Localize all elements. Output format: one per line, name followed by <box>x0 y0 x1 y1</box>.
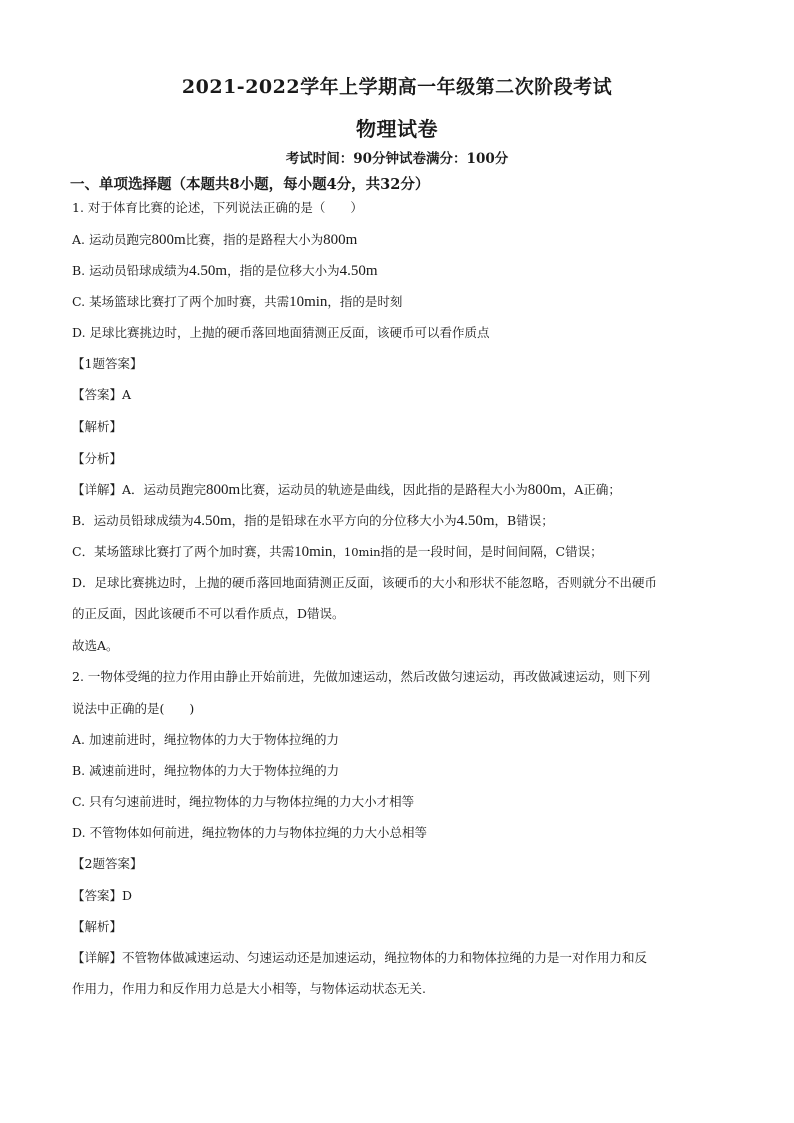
math: 4.50m <box>456 513 495 529</box>
q2-answer: 【答案】D <box>72 888 133 903</box>
q2-answer-header: 【2题答案】 <box>72 856 143 871</box>
q1-fenxi-label: 【分析】 <box>72 451 123 466</box>
text: A. 运动员跑完 <box>72 232 152 247</box>
q1-analysis-label: 【解析】 <box>72 419 123 434</box>
text: 指的是一段时间，是时间间隔，C错误； <box>380 544 603 559</box>
math: 4.50m <box>189 263 228 279</box>
text: C．某场篮球比赛打了两个加时赛，共需 <box>72 544 295 559</box>
text: ，A正确； <box>561 482 621 497</box>
math: 800m <box>527 482 562 498</box>
q2-analysis-label: 【解析】 <box>72 919 123 934</box>
exam-info: 考试时间：90分钟试卷满分：100分 <box>285 151 509 167</box>
q2-option-d: D. 不管物体如何前进，绳拉物体的力与物体拉绳的力大小总相等 <box>72 825 428 840</box>
q1-answer: 【答案】A <box>72 387 132 402</box>
q1-answer-header: 【1题答案】 <box>72 356 143 371</box>
q2-option-c: C. 只有匀速前进时，绳拉物体的力与物体拉绳的力大小才相等 <box>72 794 415 809</box>
q1-detail-b <box>72 512 554 530</box>
text: 比赛，运动员的轨迹是曲线，因此指的是路程大小为 <box>240 482 528 497</box>
text: B．运动员铅球成绩为 <box>72 513 194 528</box>
q1-option-c <box>72 293 402 311</box>
q2-detail-line1: 【详解】不管物体做减速运动、匀速运动还是加速运动，绳拉物体的力和物体拉绳的力是一对作用力和反 <box>72 950 648 965</box>
q1-detail-c <box>72 543 603 561</box>
q2-option-a: A. 加速前进时，绳拉物体的力大于物体拉绳的力 <box>72 732 339 747</box>
math: 4.50m <box>193 513 232 529</box>
q1-detail-d-line2: 的正反面，因此该硬币不可以看作质点，D错误。 <box>72 606 345 621</box>
text: 【详解】A．运动员跑完 <box>72 482 207 497</box>
q1-option-a <box>72 231 357 249</box>
text: C. 某场篮球比赛打了两个加时赛，共需 <box>72 294 290 309</box>
section-title: 一、单项选择题（本题共8小题，每小题4分，共32分） <box>70 176 430 193</box>
math: 4.50m <box>339 263 378 279</box>
math: 10min <box>294 544 333 560</box>
exam-subtitle: 物理试卷 <box>356 117 438 141</box>
q1-detail-d-line1: D．足球比赛挑边时，上抛的硬币落回地面猜测正反面，该硬币的大小和形状不能忽略，否则就分不出硬币 <box>72 575 658 590</box>
text: ，指的是铅球在水平方向的分位移大小为 <box>231 513 457 528</box>
q1-detail-a <box>72 481 621 499</box>
text: B. 运动员铅球成绩为 <box>72 263 190 278</box>
q2-detail-line2: 作用力，作用力和反作用力总是大小相等，与物体运动状态无关. <box>72 981 426 996</box>
q2-stem-line1: 2. 一物体受绳的拉力作用由静止开始前进，先做加速运动，然后改做匀速运动，再改做减速运动，则下列 <box>72 669 651 684</box>
q2-stem-line2: 说法中正确的是( ) <box>72 701 195 716</box>
text: ，B错误； <box>494 513 554 528</box>
text: 比赛，指的是路程大小为 <box>185 232 324 247</box>
q1-stem: 1. 对于体育比赛的论述，下列说法正确的是（ ） <box>72 200 363 215</box>
math: 800m <box>151 232 186 248</box>
math: 800m <box>206 482 241 498</box>
text: ，10min <box>332 545 381 559</box>
q1-option-b <box>72 262 378 280</box>
q1-option-d: D. 足球比赛挑边时，上抛的硬币落回地面猜测正反面，该硬币可以看作质点 <box>72 325 490 340</box>
exam-title: 2021-2022学年上学期高一年级第二次阶段考试 <box>181 76 613 98</box>
text: ，指的是位移大小为 <box>227 263 340 278</box>
math: 800m <box>323 232 358 248</box>
text: ，指的是时刻 <box>327 294 403 309</box>
math: 10min <box>289 294 328 310</box>
q2-option-b: B. 减速前进时，绳拉物体的力大于物体拉绳的力 <box>72 763 340 778</box>
q1-choose: 故选A。 <box>72 638 119 653</box>
